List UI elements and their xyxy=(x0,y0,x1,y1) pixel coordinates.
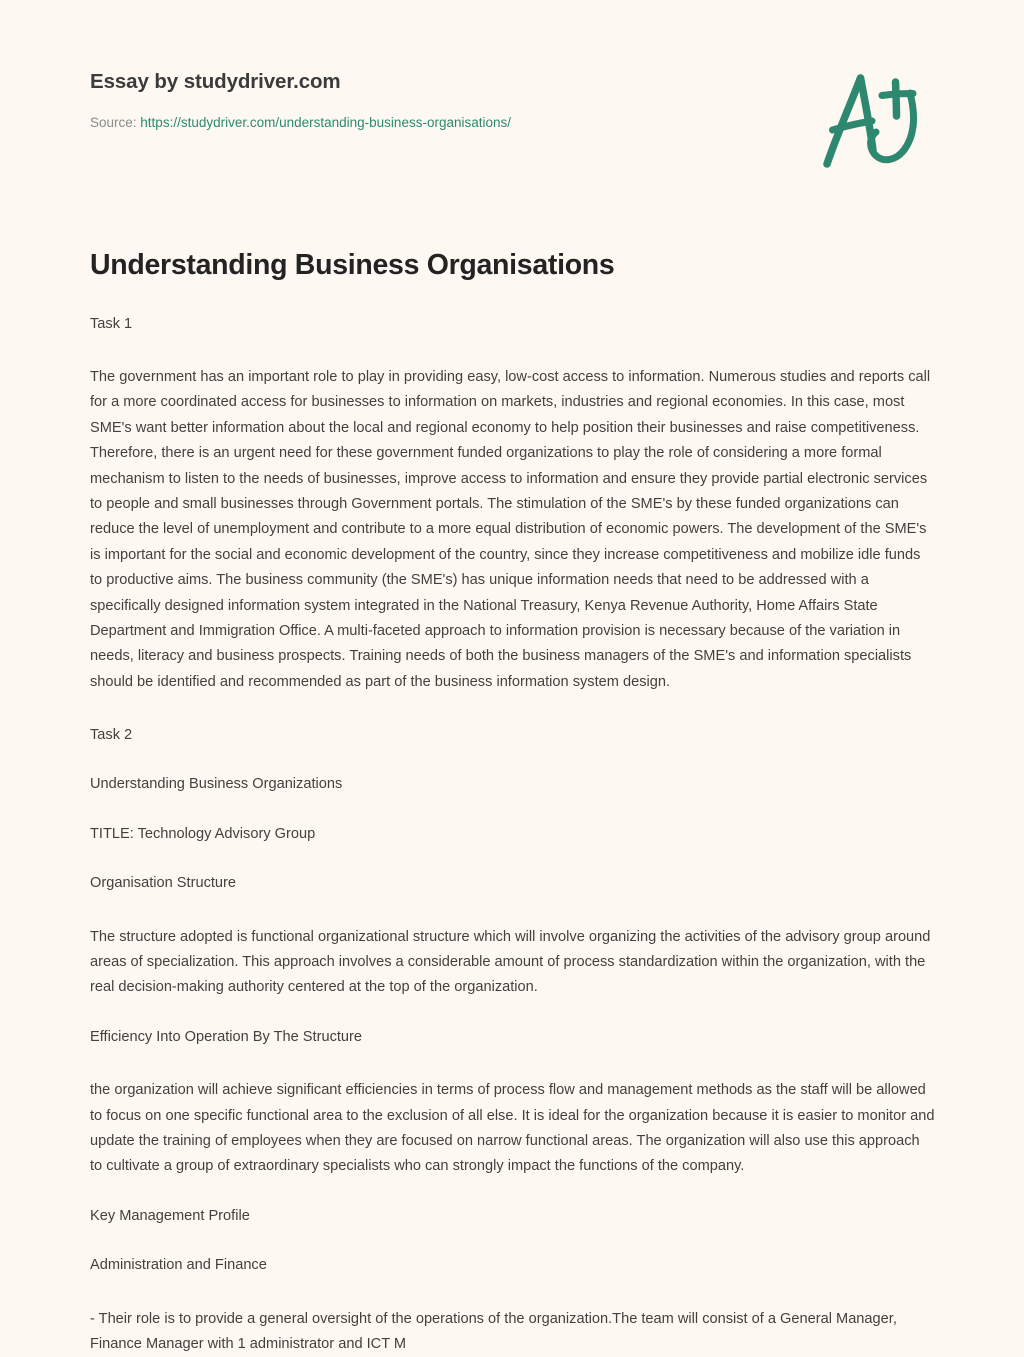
source-label: Source: xyxy=(90,114,137,130)
section-body-task-1: The government has an important role to play in providing easy, low-cost access to information. Numerous studies and reports call for a more coordinated access for businesses to information on markets, industries and regional economies. In this case, most SME's want better information about the local and regional economy to help position their businesses and raise competitiveness. Therefore, there is an urgent need for these government funded organizations to play the role of considering a more formal mechanism to listen to the needs of businesses, improve access to information and ensure they provide partial electronic services to people and small businesses through Government portals. The stimulation of the SME's by these funded organizations can reduce the level of unemployment and contribute to a more equal distribution of economic powers. The development of the SME's is important for the social and economic development of the country, since they increase competitiveness and mobilize idle funds to productive aims. The business community (the SME's) has unique information needs that need to be addressed with a specifically designed information system integrated in the National Treasury, Kenya Revenue Authority, Home Affairs State Department and Immigration Office. A multi-faceted approach to information provision is necessary because of the variation in needs, literacy and business prospects. Training needs of both the business managers of the SME's and information specialists should be identified and recommended as part of the business information system design. xyxy=(90,369,931,690)
section-label-task-1: Task 1 xyxy=(90,315,133,332)
page-header xyxy=(0,0,1024,205)
subsection-heading-efficiency: Efficiency Into Operation By The Structure xyxy=(90,1028,363,1045)
subsection-body-administration-and-finance: - Their role is to provide a general oversight of the operations of the organization.The team will consist of a General Manager, Finance Manager with 1 administrator and ICT M xyxy=(90,1310,897,1352)
subsection-subheading-administration-and-finance: Administration and Finance xyxy=(90,1257,267,1274)
section-title-line-task-2: TITLE: Technology Advisory Group xyxy=(90,825,316,842)
subsection-heading-key-management-profile: Key Management Profile xyxy=(90,1207,250,1224)
subsection-body-organisation-structure: The structure adopted is functional organizational structure which will involve organizing the activities of the advisory group around areas of specialization. This approach involves a considerable amount of process standardization within the organization, with the real decision-making authority centered at the top of the organization. xyxy=(90,928,931,996)
source-line xyxy=(90,114,511,132)
brand-title: Essay by studydriver.com xyxy=(90,70,341,93)
subsection-body-efficiency: the organization will achieve significant efficiencies in terms of process flow and management methods as the staff will be allowed to focus on one specific functional area to the exclusion of all else. It is ideal for the organization because it is easier to monitor and update the training of employees when they are focused on narrow functional areas. The organization will also use this approach to cultivate a group of extraordinary specialists who can strongly impact the functions of the company. xyxy=(90,1082,935,1175)
a-plus-logo-icon xyxy=(812,68,930,173)
document-content xyxy=(90,248,935,1357)
section-subtitle-task-2: Understanding Business Organizations xyxy=(90,776,343,793)
subsection-heading-organisation-structure: Organisation Structure xyxy=(90,875,237,892)
page-title: Understanding Business Organisations xyxy=(90,249,615,281)
section-label-task-2: Task 2 xyxy=(90,727,133,744)
source-url-link[interactable]: https://studydriver.com/understanding-business-organisations/ xyxy=(140,114,511,130)
header-text-group xyxy=(90,70,511,131)
